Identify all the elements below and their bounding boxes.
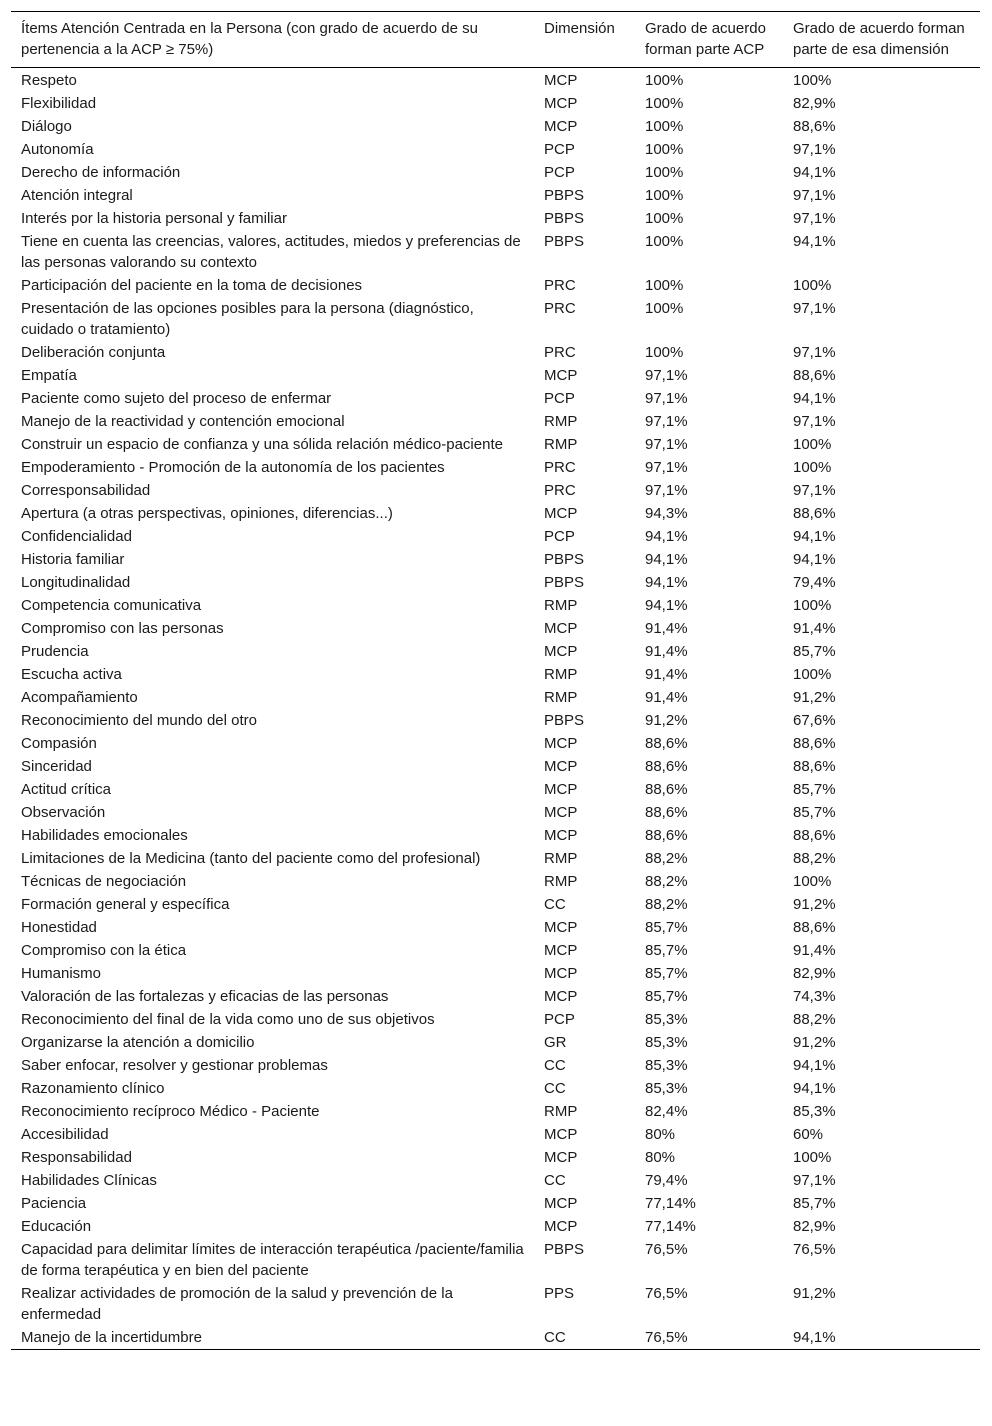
dimension-cell: PCP <box>544 1011 575 1028</box>
agreement-acp-cell: 100% <box>645 95 684 112</box>
agreement-acp-cell: 76,5% <box>645 1241 688 1258</box>
table-row <box>11 161 980 184</box>
dimension-cell: PBPS <box>544 233 585 250</box>
table-row <box>11 433 980 456</box>
item-cell: Apertura (a otras perspectivas, opiniones, diferencias...) <box>21 505 393 522</box>
agreement-dimension-cell: 88,6% <box>793 758 836 775</box>
table-row <box>11 364 980 387</box>
agreement-acp-cell: 91,2% <box>645 712 688 729</box>
agreement-acp-cell: 82,4% <box>645 1103 688 1120</box>
agreement-acp-cell: 80% <box>645 1126 676 1143</box>
agreement-acp-cell: 100% <box>645 118 684 135</box>
agreement-dimension-cell: 100% <box>793 666 832 683</box>
agreement-acp-cell: 85,7% <box>645 988 688 1005</box>
agreement-dimension-cell: 91,4% <box>793 620 836 637</box>
agreement-dimension-cell: 94,1% <box>793 1080 836 1097</box>
item-cell: Compasión <box>21 735 97 752</box>
item-cell: Capacidad para delimitar límites de interacción terapéutica /paciente/familia de forma terapéutica y en bien del paciente <box>21 1241 524 1279</box>
item-cell: Valoración de las fortalezas y eficacias de las personas <box>21 988 389 1005</box>
item-cell: Razonamiento clínico <box>21 1080 165 1097</box>
dimension-cell: PBPS <box>544 187 585 204</box>
dimension-cell: MCP <box>544 735 578 752</box>
dimension-cell: PBPS <box>544 712 585 729</box>
dimension-cell: CC <box>544 1329 566 1346</box>
dimension-cell: PCP <box>544 141 575 158</box>
dimension-cell: MCP <box>544 942 578 959</box>
dimension-cell: PCP <box>544 390 575 407</box>
table-row <box>11 184 980 207</box>
agreement-dimension-cell: 79,4% <box>793 574 836 591</box>
agreement-dimension-cell: 82,9% <box>793 965 836 982</box>
item-cell: Interés por la historia personal y familiar <box>21 210 287 227</box>
table-row <box>11 1077 980 1100</box>
agreement-dimension-cell: 97,1% <box>793 141 836 158</box>
dimension-cell: MCP <box>544 965 578 982</box>
agreement-dimension-cell: 94,1% <box>793 528 836 545</box>
agreement-dimension-cell: 82,9% <box>793 95 836 112</box>
agreement-dimension-cell: 85,7% <box>793 643 836 660</box>
item-cell: Construir un espacio de confianza y una sólida relación médico-paciente <box>21 436 503 453</box>
agreement-dimension-cell: 100% <box>793 873 832 890</box>
agreement-acp-cell: 88,6% <box>645 781 688 798</box>
table-row <box>11 341 980 364</box>
item-cell: Presentación de las opciones posibles para la persona (diagnóstico, cuidado o tratamiento) <box>21 300 474 338</box>
agreement-acp-cell: 94,3% <box>645 505 688 522</box>
dimension-cell: MCP <box>544 95 578 112</box>
item-cell: Educación <box>21 1218 92 1235</box>
agreement-acp-cell: 88,6% <box>645 758 688 775</box>
table-row <box>11 778 980 801</box>
agreement-dimension-cell: 76,5% <box>793 1241 836 1258</box>
dimension-cell: MCP <box>544 1149 578 1166</box>
dimension-cell: PRC <box>544 344 576 361</box>
table-row <box>11 387 980 410</box>
agreement-acp-cell: 94,1% <box>645 551 688 568</box>
table-row <box>11 985 980 1008</box>
agreement-acp-cell: 91,4% <box>645 666 688 683</box>
agreement-acp-cell: 88,2% <box>645 850 688 867</box>
table-row <box>11 207 980 230</box>
agreement-dimension-cell: 88,6% <box>793 367 836 384</box>
item-cell: Compromiso con la ética <box>21 942 187 959</box>
dimension-cell: MCP <box>544 643 578 660</box>
agreement-dimension-cell: 88,2% <box>793 1011 836 1028</box>
dimension-cell: MCP <box>544 781 578 798</box>
header-dimension: Dimensión <box>544 20 615 37</box>
table-row <box>11 571 980 594</box>
table-row <box>11 663 980 686</box>
dimension-cell: PRC <box>544 459 576 476</box>
header-row <box>11 12 980 68</box>
dimension-cell: MCP <box>544 758 578 775</box>
item-cell: Limitaciones de la Medicina (tanto del paciente como del profesional) <box>21 850 481 867</box>
dimension-cell: MCP <box>544 988 578 1005</box>
agreement-dimension-cell: 97,1% <box>793 344 836 361</box>
agreement-dimension-cell: 94,1% <box>793 551 836 568</box>
agreement-acp-cell: 100% <box>645 72 684 89</box>
agreement-acp-cell: 88,6% <box>645 804 688 821</box>
acp-items-table <box>11 11 980 1350</box>
item-cell: Confidencialidad <box>21 528 132 545</box>
dimension-cell: PBPS <box>544 1241 585 1258</box>
header-item: Ítems Atención Centrada en la Persona (con grado de acuerdo de su pertenencia a la ACP ≥ 75%) <box>21 20 478 58</box>
agreement-dimension-cell: 88,6% <box>793 118 836 135</box>
agreement-acp-cell: 79,4% <box>645 1172 688 1189</box>
table-body <box>11 68 980 1350</box>
agreement-dimension-cell: 97,1% <box>793 210 836 227</box>
item-cell: Técnicas de negociación <box>21 873 187 890</box>
agreement-dimension-cell: 100% <box>793 597 832 614</box>
agreement-acp-cell: 88,6% <box>645 735 688 752</box>
item-cell: Empatía <box>21 367 77 384</box>
agreement-acp-cell: 85,7% <box>645 919 688 936</box>
agreement-dimension-cell: 100% <box>793 459 832 476</box>
item-cell: Habilidades emocionales <box>21 827 188 844</box>
table-row <box>11 893 980 916</box>
table-row <box>11 916 980 939</box>
table-row <box>11 479 980 502</box>
dimension-cell: RMP <box>544 666 578 683</box>
item-cell: Sinceridad <box>21 758 92 775</box>
agreement-acp-cell: 80% <box>645 1149 676 1166</box>
agreement-acp-cell: 100% <box>645 141 684 158</box>
agreement-acp-cell: 97,1% <box>645 459 688 476</box>
table-row <box>11 1215 980 1238</box>
item-cell: Actitud crítica <box>21 781 112 798</box>
dimension-cell: MCP <box>544 367 578 384</box>
table-row <box>11 824 980 847</box>
dimension-cell: MCP <box>544 620 578 637</box>
agreement-dimension-cell: 97,1% <box>793 187 836 204</box>
dimension-cell: MCP <box>544 505 578 522</box>
item-cell: Accesibilidad <box>21 1126 109 1143</box>
agreement-dimension-cell: 67,6% <box>793 712 836 729</box>
agreement-acp-cell: 85,3% <box>645 1057 688 1074</box>
table-row <box>11 115 980 138</box>
item-cell: Formación general y específica <box>21 896 230 913</box>
item-cell: Longitudinalidad <box>21 574 131 591</box>
table-row <box>11 525 980 548</box>
dimension-cell: RMP <box>544 597 578 614</box>
dimension-cell: RMP <box>544 413 578 430</box>
header-agreement-acp: Grado de acuerdo forman parte ACP <box>645 20 766 58</box>
dimension-cell: PPS <box>544 1285 575 1302</box>
table-row <box>11 1326 980 1350</box>
agreement-dimension-cell: 94,1% <box>793 164 836 181</box>
dimension-cell: PCP <box>544 164 575 181</box>
table-row <box>11 274 980 297</box>
dimension-cell: CC <box>544 1080 566 1097</box>
agreement-acp-cell: 91,4% <box>645 620 688 637</box>
item-cell: Habilidades Clínicas <box>21 1172 157 1189</box>
table-row <box>11 755 980 778</box>
agreement-dimension-cell: 91,2% <box>793 1034 836 1051</box>
item-cell: Observación <box>21 804 106 821</box>
item-cell: Tiene en cuenta las creencias, valores, actitudes, miedos y preferencias de las personas valorando su contexto <box>21 233 521 271</box>
table-row <box>11 1169 980 1192</box>
item-cell: Escucha activa <box>21 666 122 683</box>
item-cell: Paciente como sujeto del proceso de enfermar <box>21 390 332 407</box>
agreement-acp-cell: 100% <box>645 233 684 250</box>
agreement-dimension-cell: 82,9% <box>793 1218 836 1235</box>
dimension-cell: MCP <box>544 804 578 821</box>
table-row <box>11 709 980 732</box>
dimension-cell: CC <box>544 1172 566 1189</box>
table-row <box>11 617 980 640</box>
agreement-acp-cell: 85,7% <box>645 942 688 959</box>
agreement-acp-cell: 97,1% <box>645 413 688 430</box>
table-row <box>11 1008 980 1031</box>
dimension-cell: RMP <box>544 850 578 867</box>
agreement-acp-cell: 94,1% <box>645 528 688 545</box>
agreement-dimension-cell: 88,6% <box>793 505 836 522</box>
table-row <box>11 1282 980 1326</box>
dimension-cell: MCP <box>544 72 578 89</box>
agreement-dimension-cell: 94,1% <box>793 390 836 407</box>
item-cell: Competencia comunicativa <box>21 597 202 614</box>
agreement-acp-cell: 88,6% <box>645 827 688 844</box>
dimension-cell: RMP <box>544 436 578 453</box>
agreement-acp-cell: 100% <box>645 210 684 227</box>
dimension-cell: MCP <box>544 827 578 844</box>
agreement-acp-cell: 91,4% <box>645 643 688 660</box>
dimension-cell: PBPS <box>544 210 585 227</box>
item-cell: Acompañamiento <box>21 689 138 706</box>
table-row <box>11 686 980 709</box>
agreement-dimension-cell: 85,7% <box>793 781 836 798</box>
dimension-cell: PRC <box>544 482 576 499</box>
table-row <box>11 1238 980 1282</box>
table-row <box>11 640 980 663</box>
table-row <box>11 732 980 755</box>
agreement-acp-cell: 85,3% <box>645 1080 688 1097</box>
dimension-cell: GR <box>544 1034 567 1051</box>
item-cell: Realizar actividades de promoción de la salud y prevención de la enfermedad <box>21 1285 453 1323</box>
agreement-acp-cell: 77,14% <box>645 1218 696 1235</box>
table-row <box>11 801 980 824</box>
acp-items-table-container <box>11 11 980 1350</box>
dimension-cell: MCP <box>544 1126 578 1143</box>
item-cell: Reconocimiento del final de la vida como uno de sus objetivos <box>21 1011 435 1028</box>
dimension-cell: MCP <box>544 1218 578 1235</box>
item-cell: Paciencia <box>21 1195 87 1212</box>
agreement-acp-cell: 97,1% <box>645 482 688 499</box>
table-row <box>11 594 980 617</box>
agreement-acp-cell: 91,4% <box>645 689 688 706</box>
agreement-acp-cell: 100% <box>645 344 684 361</box>
header-agreement-dimension: Grado de acuerdo forman parte de esa dimensión <box>793 20 965 58</box>
agreement-acp-cell: 100% <box>645 164 684 181</box>
item-cell: Reconocimiento del mundo del otro <box>21 712 257 729</box>
dimension-cell: MCP <box>544 919 578 936</box>
table-row <box>11 297 980 341</box>
agreement-acp-cell: 88,2% <box>645 896 688 913</box>
agreement-dimension-cell: 94,1% <box>793 233 836 250</box>
table-row <box>11 1054 980 1077</box>
table-row <box>11 502 980 525</box>
agreement-acp-cell: 100% <box>645 277 684 294</box>
dimension-cell: RMP <box>544 1103 578 1120</box>
agreement-acp-cell: 94,1% <box>645 597 688 614</box>
agreement-dimension-cell: 100% <box>793 72 832 89</box>
table-row <box>11 1100 980 1123</box>
table-row <box>11 230 980 274</box>
agreement-acp-cell: 85,3% <box>645 1011 688 1028</box>
dimension-cell: PBPS <box>544 574 585 591</box>
item-cell: Deliberación conjunta <box>21 344 166 361</box>
table-row <box>11 410 980 433</box>
item-cell: Manejo de la incertidumbre <box>21 1329 202 1346</box>
agreement-dimension-cell: 97,1% <box>793 1172 836 1189</box>
item-cell: Saber enfocar, resolver y gestionar problemas <box>21 1057 328 1074</box>
dimension-cell: RMP <box>544 689 578 706</box>
table-row <box>11 847 980 870</box>
agreement-dimension-cell: 100% <box>793 436 832 453</box>
agreement-acp-cell: 100% <box>645 187 684 204</box>
agreement-dimension-cell: 88,6% <box>793 919 836 936</box>
agreement-acp-cell: 88,2% <box>645 873 688 890</box>
item-cell: Corresponsabilidad <box>21 482 151 499</box>
table-row <box>11 456 980 479</box>
agreement-acp-cell: 77,14% <box>645 1195 696 1212</box>
agreement-dimension-cell: 97,1% <box>793 482 836 499</box>
dimension-cell: PBPS <box>544 551 585 568</box>
agreement-dimension-cell: 85,7% <box>793 804 836 821</box>
agreement-acp-cell: 97,1% <box>645 367 688 384</box>
agreement-acp-cell: 76,5% <box>645 1285 688 1302</box>
table-row <box>11 1123 980 1146</box>
item-cell: Flexibilidad <box>21 95 97 112</box>
agreement-dimension-cell: 88,2% <box>793 850 836 867</box>
table-row <box>11 1192 980 1215</box>
agreement-dimension-cell: 85,3% <box>793 1103 836 1120</box>
agreement-dimension-cell: 91,4% <box>793 942 836 959</box>
dimension-cell: PRC <box>544 300 576 317</box>
item-cell: Historia familiar <box>21 551 125 568</box>
agreement-dimension-cell: 94,1% <box>793 1057 836 1074</box>
agreement-acp-cell: 85,7% <box>645 965 688 982</box>
item-cell: Honestidad <box>21 919 97 936</box>
dimension-cell: MCP <box>544 118 578 135</box>
dimension-cell: CC <box>544 1057 566 1074</box>
item-cell: Manejo de la reactividad y contención emocional <box>21 413 345 430</box>
dimension-cell: CC <box>544 896 566 913</box>
agreement-dimension-cell: 88,6% <box>793 735 836 752</box>
agreement-acp-cell: 100% <box>645 300 684 317</box>
item-cell: Diálogo <box>21 118 72 135</box>
agreement-dimension-cell: 91,2% <box>793 1285 836 1302</box>
agreement-dimension-cell: 91,2% <box>793 689 836 706</box>
table-row <box>11 939 980 962</box>
table-row <box>11 68 980 93</box>
agreement-dimension-cell: 60% <box>793 1126 824 1143</box>
table-header <box>11 12 980 68</box>
agreement-dimension-cell: 100% <box>793 277 832 294</box>
table-row <box>11 870 980 893</box>
item-cell: Humanismo <box>21 965 102 982</box>
agreement-dimension-cell: 88,6% <box>793 827 836 844</box>
table-row <box>11 138 980 161</box>
item-cell: Empoderamiento - Promoción de la autonomía de los pacientes <box>21 459 445 476</box>
item-cell: Participación del paciente en la toma de decisiones <box>21 277 363 294</box>
item-cell: Reconocimiento recíproco Médico - Paciente <box>21 1103 320 1120</box>
agreement-acp-cell: 76,5% <box>645 1329 688 1346</box>
item-cell: Respeto <box>21 72 77 89</box>
dimension-cell: PCP <box>544 528 575 545</box>
agreement-acp-cell: 94,1% <box>645 574 688 591</box>
agreement-acp-cell: 97,1% <box>645 436 688 453</box>
table-row <box>11 1031 980 1054</box>
item-cell: Compromiso con las personas <box>21 620 224 637</box>
table-row <box>11 548 980 571</box>
agreement-acp-cell: 97,1% <box>645 390 688 407</box>
agreement-dimension-cell: 100% <box>793 1149 832 1166</box>
agreement-dimension-cell: 74,3% <box>793 988 836 1005</box>
agreement-acp-cell: 85,3% <box>645 1034 688 1051</box>
item-cell: Responsabilidad <box>21 1149 132 1166</box>
agreement-dimension-cell: 91,2% <box>793 896 836 913</box>
agreement-dimension-cell: 97,1% <box>793 413 836 430</box>
agreement-dimension-cell: 97,1% <box>793 300 836 317</box>
table-row <box>11 92 980 115</box>
item-cell: Prudencia <box>21 643 89 660</box>
agreement-dimension-cell: 94,1% <box>793 1329 836 1346</box>
dimension-cell: RMP <box>544 873 578 890</box>
dimension-cell: MCP <box>544 1195 578 1212</box>
table-row <box>11 1146 980 1169</box>
table-row <box>11 962 980 985</box>
item-cell: Autonomía <box>21 141 94 158</box>
item-cell: Atención integral <box>21 187 133 204</box>
agreement-dimension-cell: 85,7% <box>793 1195 836 1212</box>
dimension-cell: PRC <box>544 277 576 294</box>
item-cell: Derecho de información <box>21 164 181 181</box>
item-cell: Organizarse la atención a domicilio <box>21 1034 255 1051</box>
